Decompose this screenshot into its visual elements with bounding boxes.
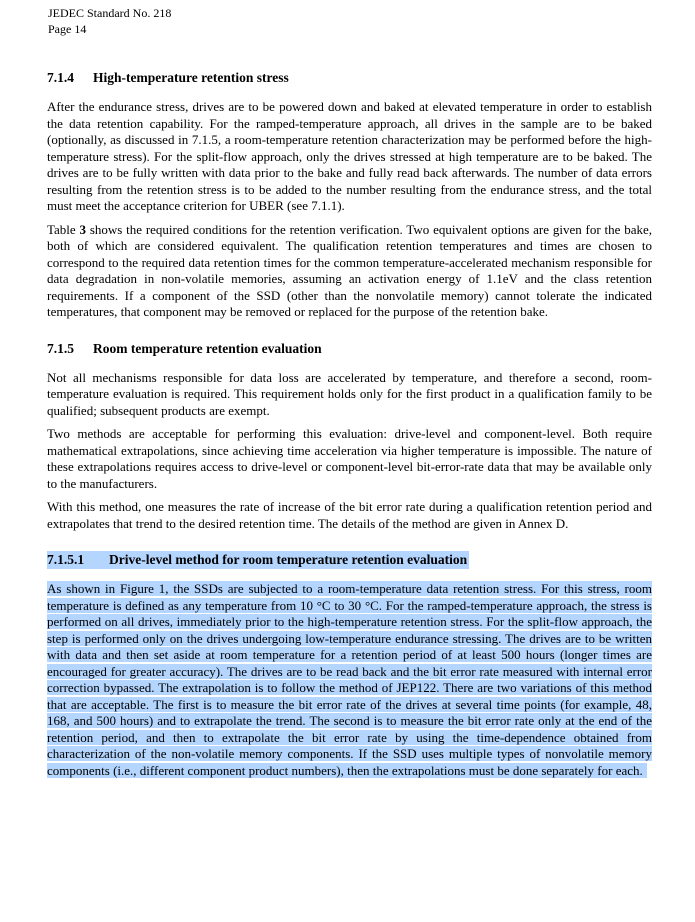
section-heading-7-1-4 [47,69,652,87]
standard-name: JEDEC Standard No. 218 [48,6,172,20]
section-title: High-temperature retention stress [93,70,289,85]
section-number: 7.1.4 [47,70,74,85]
section-number: 7.1.5 [47,340,74,356]
section-heading-7-1-5-1 [47,551,652,569]
paragraph-text: Table [47,221,80,237]
section-number: 7.1.5.1 [47,552,85,567]
paragraph [47,222,652,321]
paragraph: Not all mechanisms responsible for data loss are accelerated by temperature, and therefore a second, room-temperature evaluation is required. This requirement holds only for the first product in a qualification family to be qualified; subsequent products are exempt. [47,369,652,418]
selected-paragraph[interactable] [47,581,652,779]
page-header [48,5,171,37]
paragraph: After the endurance stress, drives are to be powered down and baked at elevated temperature in order to establish the data retention capability. For the ramped-temperature approach, all drives in the sample are to be baked (optionally, as discussed in 7.1.5, a room-temperature retention characterization may be performed before the high-temperature stress). For the split-flow approach, only the drives stressed at high temperature are to be baked. The drives are to be fully written with data prior to the bake and fully read back afterwards. The number of data errors resulting from the retention stress is to be added to the number resulting from the endurance stress, and the total must meet the acceptance criterion for UBER (see 7.1.1). [47,99,652,213]
section-heading-7-1-5 [47,340,652,358]
paragraph: Two methods are acceptable for performing this evaluation: drive-level and component-level. Both require mathematical extrapolations, since achieving time acceleration via higher temperature is impossible. The nature of these extrapolations requires access to drive-level or component-level bit-error-rate data that may be available only to the manufacturers. [47,426,652,491]
paragraph: With this method, one measures the rate of increase of the bit error rate during a qualification retention period and extrapolates that trend to the desired retention time. The details of the method are given in Annex D. [47,499,652,531]
selected-text[interactable]: As shown in Figure 1, the SSDs are subjected to a room-temperature data retention stress. For this stress, room temperature is defined as any temperature from 10 °C to 30 °C. For the ramped-temperature approach, the stress is performed on all drives, immediately prior to the high-temperature retention stress. For the split-flow approach, the step is performed only on the drives undergoing low-temperature endurance stressing. The drives are to be written with data and then set aside at room temperature for a retention period of at least 500 hours (longer times are encouraged for greater accuracy). The drives are to be read back and the bit error rate measured with internal error correction bypassed. The extrapolation is to follow the method of JEP122. There are two variations of this method that are acceptable. The first is to measure the bit error rate of the drives at several time points (for example, 48, 168, and 500 hours) and to extrapolate the trend. The second is to measure the bit error rate only at the end of the retention period, and then to extrapolate the bit error rate by using the time-dependence obtained from characterization of the non-volatile memory components. If the SSD uses multiple types of nonvolatile memory components (i.e., different component product numbers), then the extrapolations must be done separately for each. [47,581,652,778]
section-title: Drive-level method for room temperature retention evaluation [109,552,468,567]
selected-heading[interactable] [47,551,469,569]
document-body [47,69,652,786]
table-reference[interactable]: 3 [79,221,86,237]
page-number: Page 14 [48,22,87,36]
paragraph-text: shows the required conditions for the retention verification. Two equivalent options are given for the bake, both of which are considered equivalent. The qualification retention temperatures and times are chosen to correspond to the required data retention times for the common temperature-accelerated mechanism responsible for data degradation in non-volatile memories, assuming an activation energy of 1.1eV and the class retention requirements. If a component of the SSD (other than the nonvolatile memory) cannot tolerate the indicated temperatures, that component may be removed or replaced for the purpose of the retention bake. [47,221,652,319]
section-title: Room temperature retention evaluation [93,340,322,356]
